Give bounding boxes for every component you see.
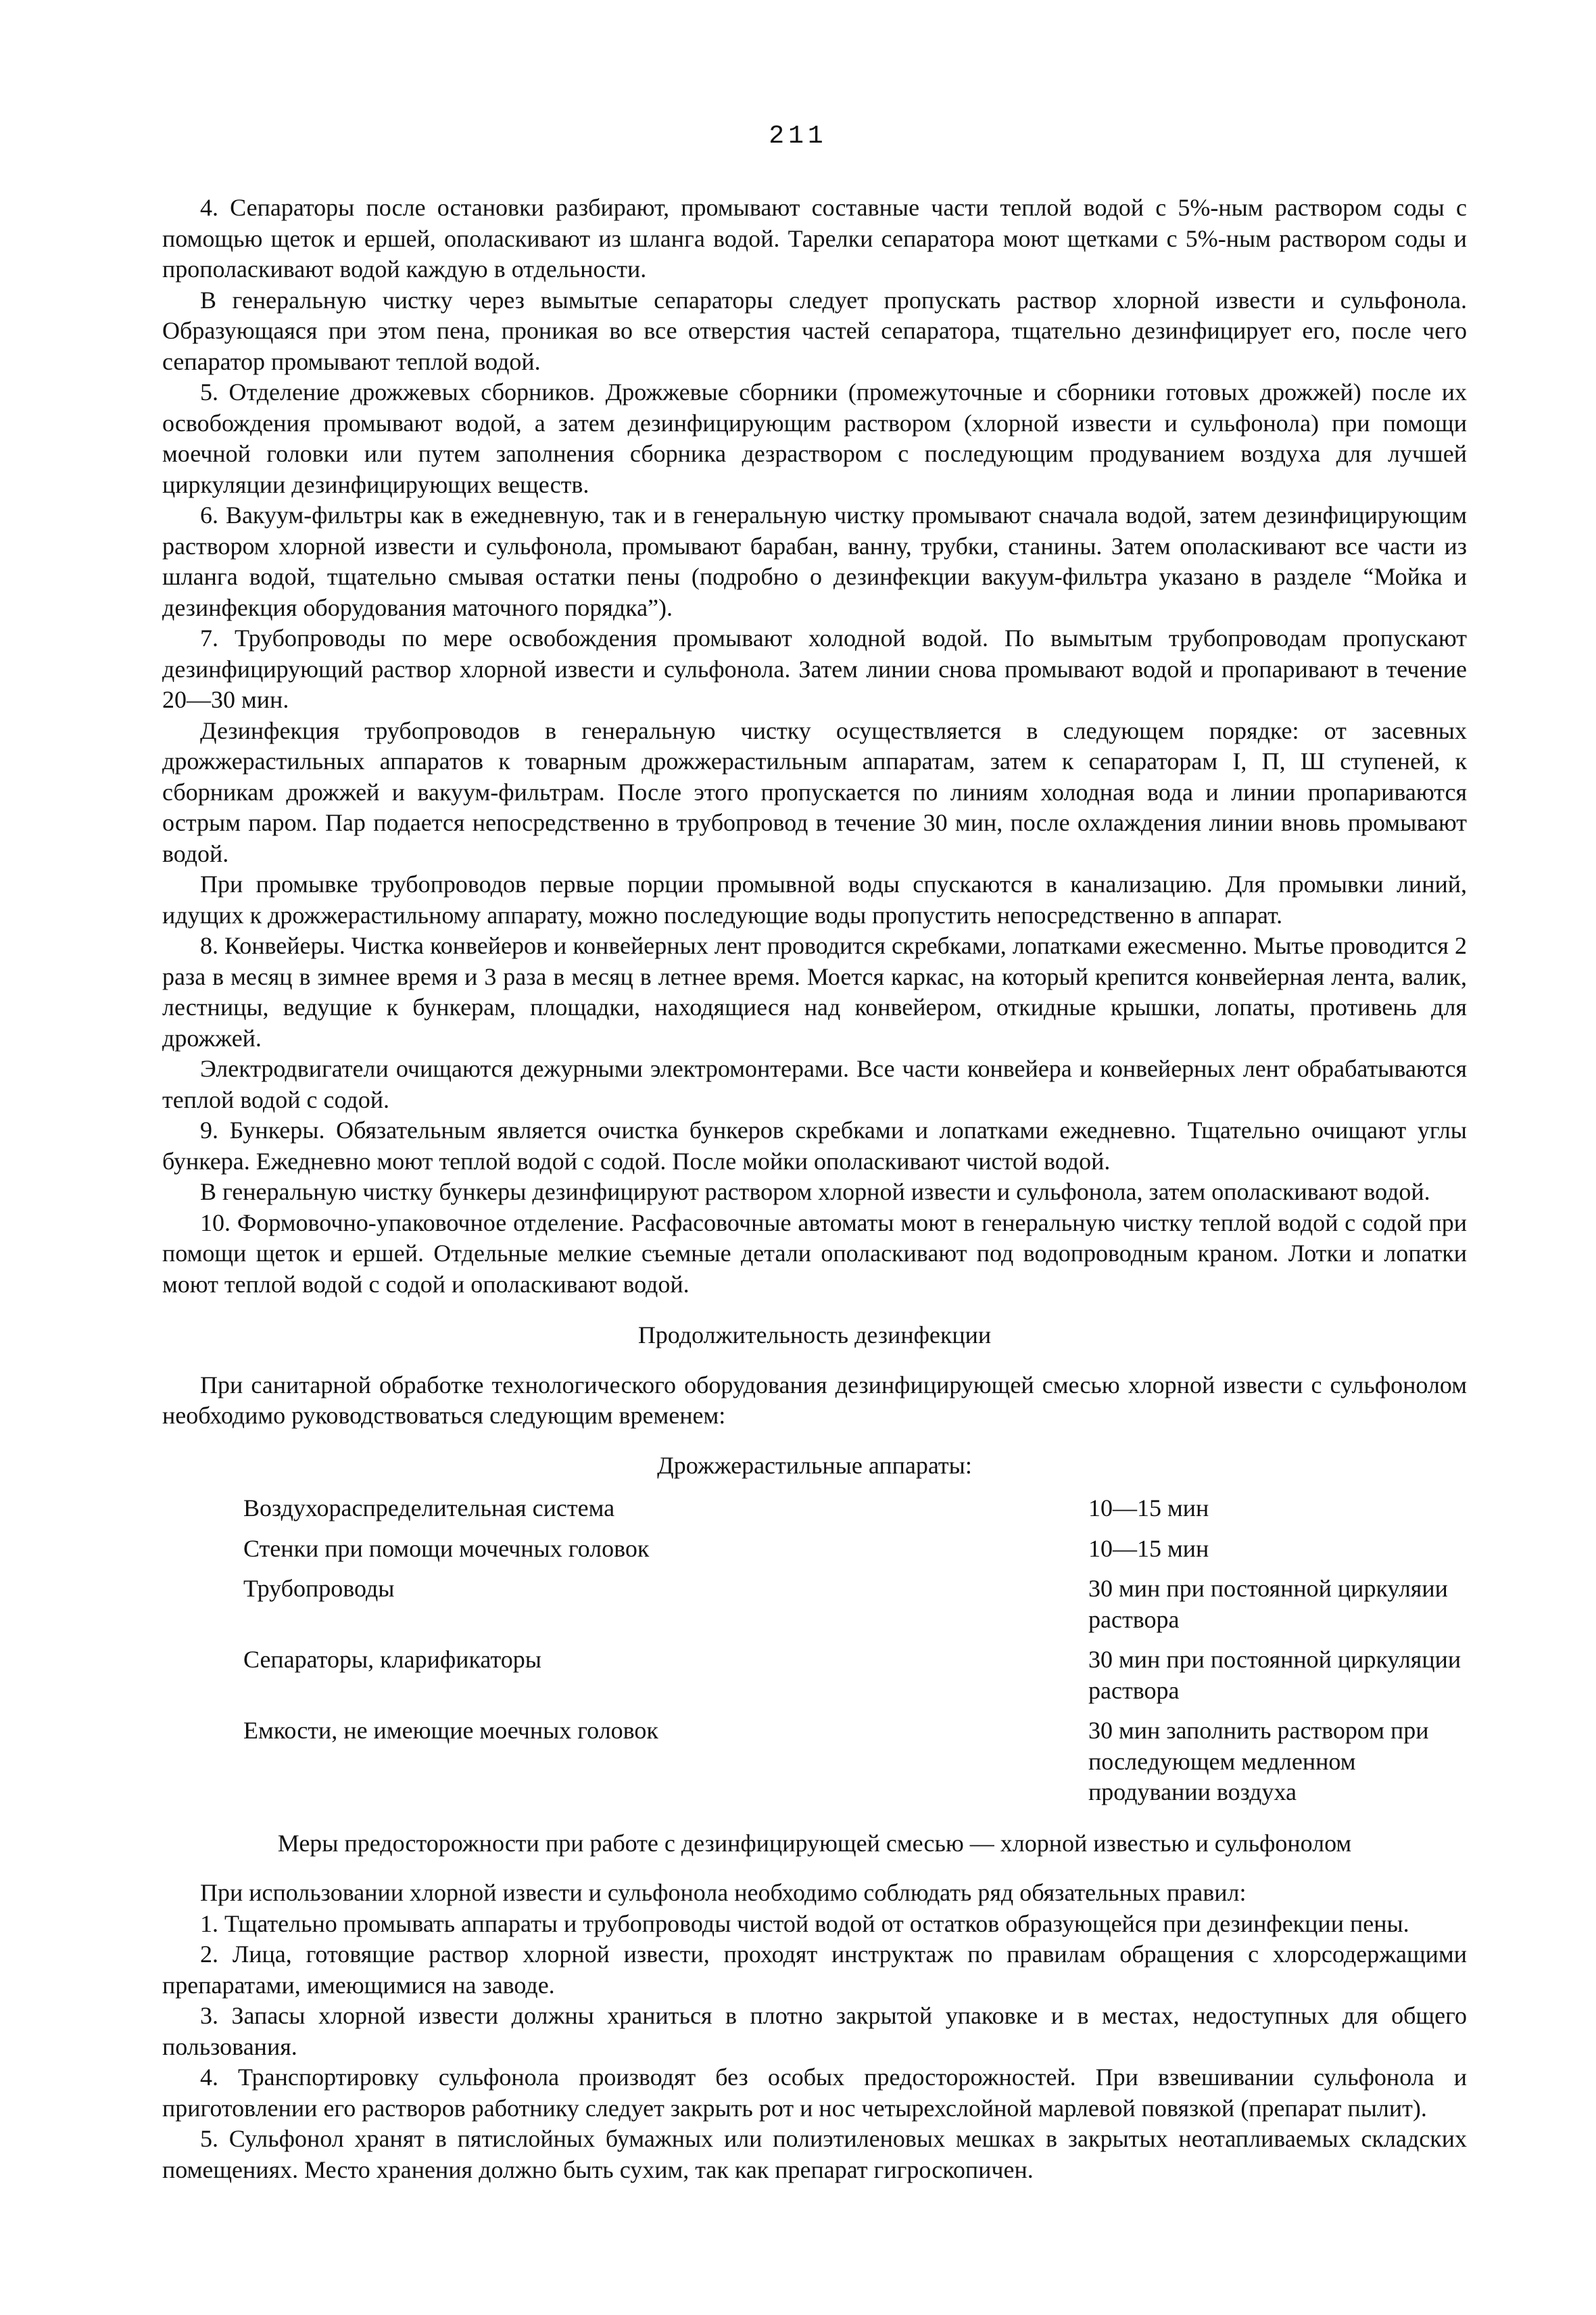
paragraph: 9. Бункеры. Обязательным является очистка бункеров скребками и лопатками ежедневно. Тщательно очищают углы бункера. Ежедневно моют теплой водой с содой. После мойки ополаскивают чистой водой. [162,1117,1467,1175]
section-subheading: Дрожжерастильные аппараты: [657,1451,972,1479]
section-heading-duration: Продолжительность дезинфекции [637,1321,992,1348]
paragraph: 10. Формовочно-упаковочное отделение. Расфасовочные автоматы моют в генеральную чистку теплой водой с содой при помощи щеток и ершей. Отдельные мелкие съемные детали ополаскивают под водопроводным краном. Лотки и лопатки моют теплой водой с содой и ополаскивают водой. [162,1209,1467,1298]
table-row [243,1644,1467,1706]
table-row [243,1715,1467,1808]
table-row [243,1493,1467,1524]
table-cell-value: 30 мин при постоянной циркуляции раствора [1088,1646,1461,1704]
paragraph: 8. Конвейеры. Чистка конвейеров и конвейерных лент проводится скребками, лопатками ежесменно. Мытье проводится 2 раза в месяц в зимнее время и 3 раза в месяц в летнее время. Моется каркас, на который крепится конвейерная лента, валик, лестницы, ведущие к бункерам, площадки, находящиеся над конвейером, откидные крышки, лопаты, противень для дрожжей. [162,932,1467,1052]
section-intro: При санитарной обработке технологического оборудования дезинфицирующей смесью хлорной извести с сульфонолом необходимо руководствоваться следующим временем: [162,1371,1467,1429]
paragraph: 7. Трубопроводы по мере освобождения промывают холодной водой. По вымытым трубопроводам пропускают дезинфицирующий раствор хлорной извести и сульфонола. Затем линии снова промывают водой и пропаривают в течение 20—30 мин. [162,625,1467,713]
paragraph: 5. Сульфонол хранят в пятислойных бумажных или полиэтиленовых мешках в закрытых неотапливаемых складских помещениях. Место хранения должно быть сухим, так как препарат гигроскопичен. [162,2125,1467,2183]
paragraph: 3. Запасы хлорной извести должны храниться в плотно закрытой упаковке и в местах, недоступных для общего пользования. [162,2002,1467,2060]
table-cell-item: Воздухораспределительная система [243,1494,615,1521]
paragraph: 5. Отделение дрожжевых сборников. Дрожжевые сборники (промежуточные и сборники готовых дрожжей) после их освобождения промывают водой, а затем дезинфицирующим раствором (хлорной извести и сульфонола) при помощи моечной головки или путем заполнения сборника дезраствором с последующим продуванием воздуха для лучшей циркуляции дезинфицирующих веществ. [162,379,1467,498]
page-number: 211 [769,122,827,151]
table-cell-item: Стенки при помощи мочечных головок [243,1534,650,1562]
page-content [162,193,1467,2185]
top-paragraphs [162,193,1467,1300]
table-row [243,1574,1467,1635]
precautions-paragraphs [162,1878,1467,2185]
table-cell-item: Сепараторы, кларификаторы [243,1646,541,1673]
paragraph: При использовании хлорной извести и сульфонола необходимо соблюдать ряд обязательных правил: [200,1879,1247,1906]
table-cell-value: 30 мин заполнить раствором при последующем медленном продувании воздуха [1088,1717,1429,1805]
paragraph: 2. Лица, готовящие раствор хлорной извести, проходят инструктаж по правилам обращения с хлорсодержащими препаратами, имеющимися на заводе. [162,1941,1467,1999]
table-cell-item: Емкости, не имеющие моечных головок [243,1717,658,1744]
table-cell-value: 10—15 мин [1088,1534,1209,1562]
paragraph: 4. Сепараторы после остановки разбирают, промывают составные части теплой водой с 5%-ным раствором соды с помощью щеток и ершей, ополаскивают из шланга водой. Тарелки сепаратора моют щетками с 5%-ным раствором соды и прополаскивают водой каждую в отдельности. [162,194,1467,283]
paragraph: 6. Вакуум-фильтры как в ежедневную, так и в генеральную чистку промывают сначала водой, затем дезинфицирующим раствором хлорной извести и сульфонола, промывают барабан, ванну, трубки, станины. Затем ополаскивают все части из шланга водой, тщательно смывая остатки пены (подробно о дезинфекции вакуум-фильтра указано в разделе “Мойка и дезинфекция оборудования маточного порядка”). [162,502,1467,621]
table-row [243,1534,1467,1565]
table-cell-value: 30 мин при постоянной циркуляии раствора [1088,1575,1448,1633]
duration-table [162,1493,1467,1808]
paragraph: Дезинфекция трубопроводов в генеральную чистку осуществляется в следующем порядке: от засевных дрожжерастильных аппаратов к товарным дрожжерастильным аппаратам, затем к сепараторам I, П, Ш ступеней, к сборникам дрожжей и вакуум-фильтрам. После этого пропускается по линиям холодная вода и линии пропариваются острым паром. Пар подается непосредственно в трубопровод в течение 30 мин, после охлаждения линии вновь промывают водой. [162,716,1467,867]
paragraph: 1. Тщательно промывать аппараты и трубопроводы чистой водой от остатков образующейся при дезинфекции пены. [200,1909,1409,1937]
paragraph: В генеральную чистку через вымытые сепараторы следует пропускать раствор хлорной извести и сульфонола. Образующаяся при этом пена, проникая во все отверстия частей сепаратора, тщательно дезинфицирует его, после чего сепаратор промывают теплой водой. [162,286,1467,375]
table-cell-value: 10—15 мин [1088,1494,1209,1521]
paragraph: В генеральную чистку бункеры дезинфицируют раствором хлорной извести и сульфонола, затем ополаскивают водой. [200,1178,1430,1205]
paragraph: Электродвигатели очищаются дежурными электромонтерами. Все части конвейера и конвейерных лент обрабатываются теплой водой с содой. [162,1055,1467,1113]
table-cell-item: Трубопроводы [243,1575,395,1602]
section-heading-precautions: Меры предосторожности при работе с дезинфицирующей смесью — хлорной известью и сульфонолом [277,1829,1352,1857]
paragraph: 4. Транспортировку сульфонола производят без особых предосторожностей. При взвешивании сульфонола и приготовлении его растворов работнику следует закрыть рот и нос четырехслойной марлевой повязкой (препарат пылит). [162,2064,1467,2122]
paragraph: При промывке трубопроводов первые порции промывной воды спускаются в канализацию. Для промывки линий, идущих к дрожжерастильному аппарату, можно последующие воды пропустить непосредственно в аппарат. [162,871,1467,929]
